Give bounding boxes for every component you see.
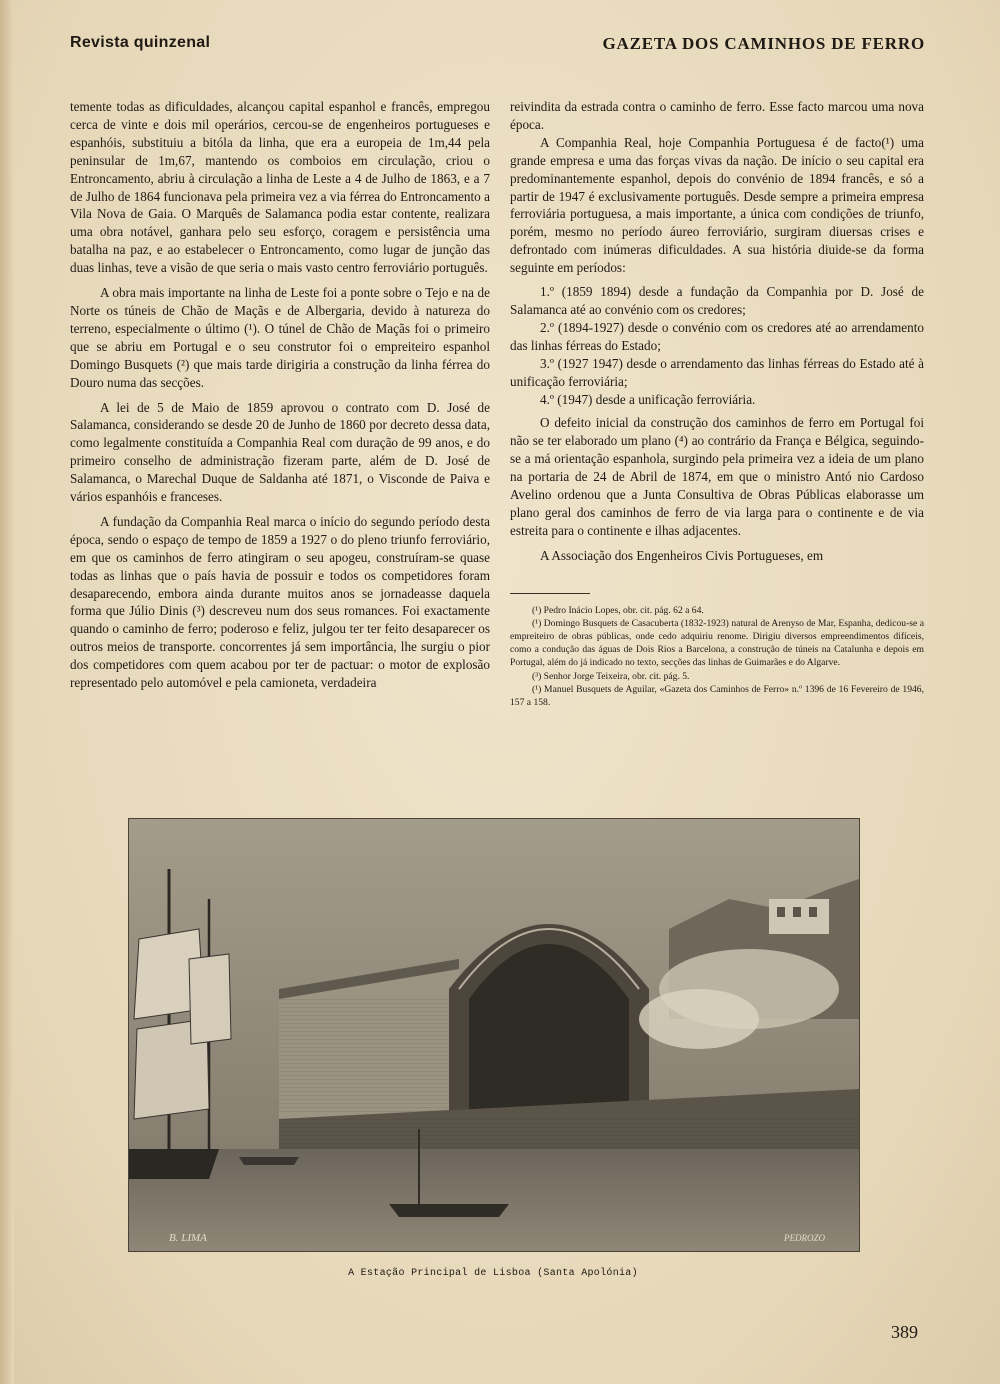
footnote: (¹) Pedro Inácio Lopes, obr. cit. pág. 62 a 64. — [532, 604, 704, 616]
engraving-illustration — [129, 819, 859, 1251]
footnote: (¹) Domingo Busquets de Casacuberta (1832-1923) natural de Arenyso de Mar, Espanha, dedicou-se a empreiteiro de obras públicas, onde cedo adquiriu renome. Dirigiu diversos empreendimentos difíceis, como a condução das águas de Dois Rios a Barcelona, a construção de túneis na Catalunha e depois em Portugal, além do já indicado no texto, secções das linhas de Guimarães e do Algarve. — [510, 617, 924, 669]
list-item: 2.º (1894-1927) desde o convénio com os credores até ao arrendamento das linhas férreas do Estado; — [510, 319, 924, 353]
engraving-signature-left: B. LIMA — [169, 1232, 207, 1244]
page-spine-shadow — [0, 0, 14, 1384]
footnote: (³) Senhor Jorge Teixeira, obr. cit. pág. 5. — [532, 670, 690, 682]
station-engraving-image — [128, 818, 860, 1252]
engraving-signature-right: PEDROZO — [784, 1233, 825, 1243]
page-number: 389 — [891, 1322, 918, 1342]
paragraph: A Companhia Real, hoje Companhia Portuguesa é de facto(¹) uma grande empresa e uma das forças vivas da nação. De início o seu capital era predominantemente espanhol, depois do convénio de 1894 francês, e só a partir de 1947 é exclusivamente português. Desde sempre a primeira empresa ferroviária portuguesa, a mais importante, a única com condições de triunfo, porém, mesmo no período áureo ferroviário, surgiram diuersas crises e defrontado com inúmeras dificuldades. A sua história diuide-se da forma seguinte em períodos: — [510, 134, 924, 276]
footnote-divider — [510, 593, 590, 594]
paragraph: A lei de 5 de Maio de 1859 aprovou o contrato com D. José de Salamanca, considerando se desde 20 de Junho de 1860 por decreto dessa data, como legalmente constituída a Companhia Real com duração de 99 anos, e do primeiro conselho de administração fizeram parte, além de D. José de Salamanca, o Marechal Duque de Saldanha até 1871, o Visconde de Paiva e vários espanhóis e franceses. — [70, 399, 490, 505]
paragraph: reivindita da estrada contra o caminho de ferro. Esse facto marcou uma nova época. — [510, 99, 924, 132]
paragraph: A obra mais importante na linha de Leste foi a ponte sobre o Tejo e na de Norte os túneis de Chão de Maçãs e de Albergaria, devido à natureza do terreno, especialmente o último (¹). O túnel de Chão de Maçãs foi o primeiro que se abriu em Portugal e o seu construtor foi o empreiteiro espanhol Domingo Busquets (²) que mais tarde dirigiria a construção da linha férrea do Douro numa das secções. — [70, 285, 490, 390]
list-item: 4.º (1947) desde a unificação ferroviária. — [540, 391, 756, 407]
footnotes — [510, 604, 924, 710]
paragraph: temente todas as dificuldades, alcançou capital espanhol e francês, empregou cerca de vinte e dois mil operários, cercou-se de engenheiros portugueses e espanhóis, substituiu a bitóla da linha, que era a europeia de 1m,44 pela peninsular de 1m,67, mantendo os comboios em circulação, criou o Entroncamento, abriu à circulação a linha de Leste a 4 de Julho de 1863, e a 7 de Julho de 1864 funcionava pela primeira vez a via férrea do Entroncamento a Vila Nova de Gaia. O Marquês de Salamanca podia estar contente, realizara uma obra notável, ganhara pelo seu esforço, coragem e persistência uma batalha na paz, e ao estabelecer o Entroncamento, como lugar de junção das duas linhas, teve a visão de que seria o mais vasto centro ferroviário português. — [70, 99, 490, 276]
list-item: 3.º (1927 1947) desde o arrendamento das linhas férreas do Estado até à unificação ferroviária; — [510, 355, 924, 389]
running-header-right: GAZETA DOS CAMINHOS DE FERRO — [602, 34, 925, 53]
footnote: (¹) Manuel Busquets de Aguilar, «Gazeta dos Caminhos de Ferro» n.º 1396 de 16 Fevereiro de 1946, 157 a 158. — [510, 683, 924, 709]
figure-caption: A Estação Principal de Lisboa (Santa Apolónia) — [348, 1268, 638, 1279]
list-item: 1.º (1859 1894) desde a fundação da Companhia por D. José de Salamanca até ao convénio com os credores; — [510, 284, 924, 317]
left-column — [70, 98, 490, 692]
right-column — [510, 98, 924, 709]
running-header-left: Revista quinzenal — [70, 34, 211, 51]
paragraph: A fundação da Companhia Real marca o início do segundo período desta época, sendo o espaço de tempo de 1859 a 1927 o do pleno triunfo ferroviário, em que os caminhos de ferro atingiram o seu apogeu, construíram-se quase todas as linhas que o país havia de possuir e todos os competidores foram desaparecendo, embora ainda durante muitos anos se jornadeasse daquela forma que Júlio Dinis (³) descreveu num dos seus romances. Foi exactamente quando o caminho de ferro; poderoso e feliz, julgou ter ter feito desaparecer os outros meios de transporte. concorrentes já sem importância, lhe surgiu o pior dos competidores com quem acabou por ter de pactuar: o motor de explosão representado pelo automóvel e pela camioneta, verdadeira — [70, 513, 490, 691]
paragraph: A Associação dos Engenheiros Civis Portugueses, em — [540, 547, 824, 563]
periods-list — [510, 283, 924, 408]
paragraph: O defeito inicial da construção dos caminhos de ferro em Portugal foi não se ter elaborado um plano (⁴) ao contrário da França e Bélgica, seguindo-se a má orientação espanhola, surgindo pela primeira vez a ideia de um plano na portaria de 24 de Abril de 1874, em que o ministro Antó nio Cardoso Avelino ordenou que a Junta Consultiva de Obras Públicas elaborasse um plano geral dos caminhos de ferro de via larga para o continente e de via estreita para o continente e ilhas adjacentes. — [510, 415, 924, 538]
